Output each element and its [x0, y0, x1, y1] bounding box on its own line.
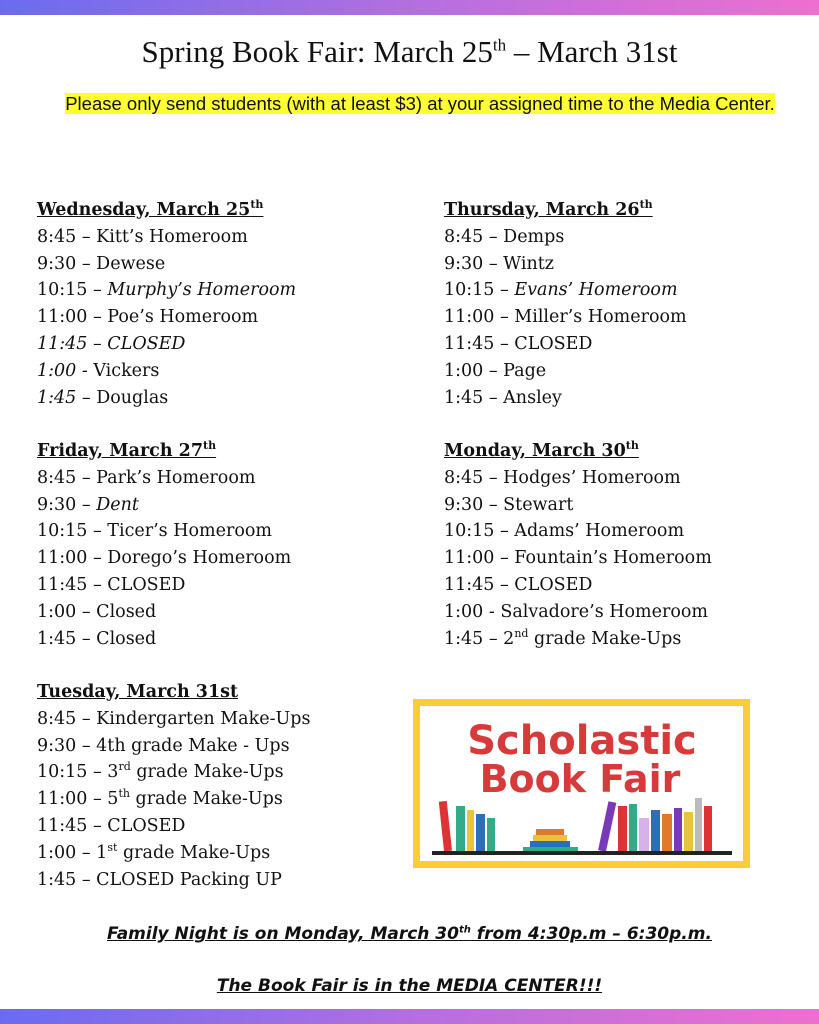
- schedule-friday: [37, 438, 291, 652]
- schedule-row: 1:00 – Page: [444, 360, 547, 381]
- day-header: Tuesday, March 31st: [37, 682, 239, 702]
- schedule-row: 10:15 – Ticer’s Homeroom: [37, 521, 272, 542]
- schedule-row: 1:00 – Closed: [37, 601, 157, 622]
- schedule-row: 1:00 - Salvadore’s Homeroom: [444, 601, 709, 622]
- schedule-row: 1:00 – 1st grade Make-Ups: [37, 840, 271, 863]
- schedule-row: 11:00 – Fountain’s Homeroom: [444, 548, 712, 569]
- schedule-thursday: [444, 197, 687, 411]
- schedule-row: 8:45 – Kindergarten Make-Ups: [37, 708, 311, 729]
- schedule-row: 9:30 – Stewart: [444, 494, 574, 515]
- notice-banner: Please only send students (with at least $3) at your assigned time to the Media Center.: [65, 93, 775, 114]
- schedule-row: 11:00 – 5th grade Make-Ups: [37, 787, 283, 810]
- logo-artwork: [420, 706, 743, 861]
- schedule-row: 11:45 – CLOSED: [444, 333, 593, 354]
- location-note: The Book Fair is in the MEDIA CENTER!!!: [216, 976, 603, 996]
- books-illustration-icon: [432, 798, 732, 855]
- schedule-row: 1:45 – Douglas: [37, 387, 169, 408]
- day-header: Friday, March 27th: [37, 439, 217, 461]
- schedule-row: 1:00 - Vickers: [37, 360, 160, 381]
- day-header: Monday, March 30th: [444, 439, 639, 461]
- schedule-row: 11:00 – Poe’s Homeroom: [37, 307, 259, 328]
- logo-line-2: Book Fair: [479, 757, 681, 801]
- schedule-row: 8:45 – Park’s Homeroom: [37, 467, 256, 488]
- schedule-row: 10:15 – Murphy’s Homeroom: [37, 280, 297, 301]
- day-header: Thursday, March 26th: [444, 198, 653, 220]
- bottom-gradient-bar: [0, 1009, 819, 1024]
- schedule-row: 9:30 – Dewese: [37, 253, 166, 274]
- scholastic-book-fair-logo: [413, 699, 750, 868]
- top-gradient-bar: [0, 0, 819, 15]
- schedule-row: 1:45 – Ansley: [444, 387, 562, 408]
- schedule-row: 8:45 – Demps: [444, 226, 565, 247]
- schedule-row: 1:45 – CLOSED Packing UP: [37, 869, 282, 890]
- schedule-row: 11:45 – CLOSED: [444, 574, 593, 595]
- schedule-row: 1:45 – 2nd grade Make-Ups: [444, 626, 682, 649]
- schedule-row: 11:45 – CLOSED: [37, 574, 186, 595]
- schedule-row: 11:45 – CLOSED: [37, 815, 186, 836]
- schedule-row: 8:45 – Kitt’s Homeroom: [37, 226, 248, 247]
- schedule-row: 10:15 – Evans’ Homeroom: [444, 280, 678, 301]
- schedule-wednesday: [37, 197, 296, 411]
- schedule-row: 11:00 – Miller’s Homeroom: [444, 307, 687, 328]
- schedule-row: 10:15 – Adams’ Homeroom: [444, 521, 685, 542]
- logo-line-1: Scholastic: [467, 718, 697, 764]
- family-night-note: Family Night is on Monday, March 30th from 4:30p.m – 6:30p.m.: [107, 924, 712, 944]
- schedule-row: 9:30 – Dent: [37, 494, 139, 515]
- schedule-row: 9:30 – 4th grade Make - Ups: [37, 735, 290, 756]
- schedule-monday: [444, 438, 712, 652]
- schedule-row: 11:45 – CLOSED: [37, 333, 186, 354]
- schedule-row: 10:15 – 3rd grade Make-Ups: [37, 760, 284, 783]
- day-header: Wednesday, March 25th: [37, 198, 264, 220]
- schedule-row: 1:45 – Closed: [37, 628, 157, 649]
- schedule-tuesday: [37, 679, 310, 893]
- schedule-row: 11:00 – Dorego’s Homeroom: [37, 548, 292, 569]
- schedule-row: 8:45 – Hodges’ Homeroom: [444, 467, 681, 488]
- page-title: Spring Book Fair: March 25th – March 31st: [141, 34, 678, 69]
- schedule-row: 9:30 – Wintz: [444, 253, 554, 274]
